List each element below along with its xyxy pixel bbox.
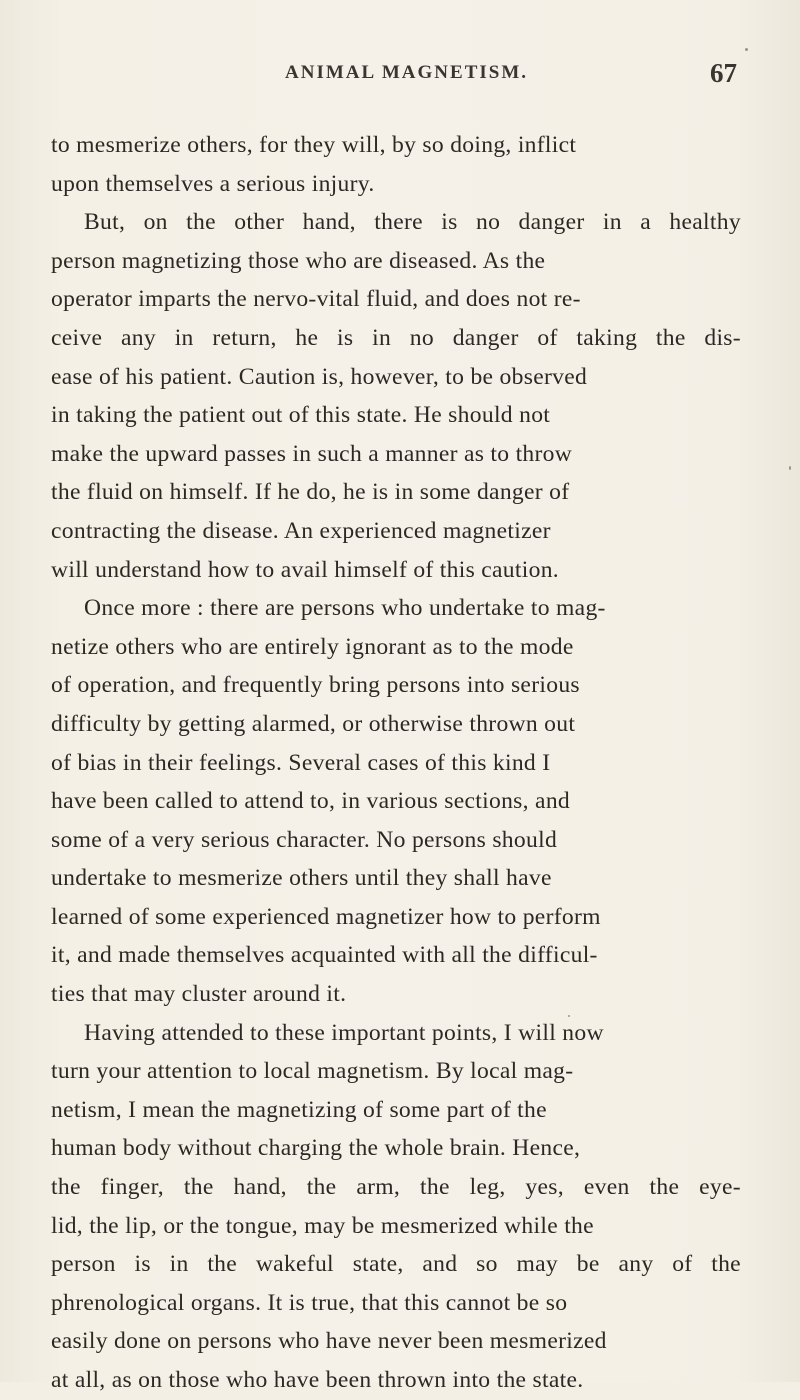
text-line: netize others who are entirely ignorant as to the mode	[51, 633, 574, 660]
text-line: easily done on persons who have never been mesmerized	[51, 1328, 607, 1355]
running-head	[0, 58, 800, 98]
text-line: ties that may cluster around it.	[51, 981, 347, 1008]
text-line: of bias in their feelings. Several cases of this kind I	[51, 749, 551, 776]
text-line: phrenological organs. It is true, that this cannot be so	[51, 1289, 568, 1316]
text-line: at all, as on those who have been thrown into the state.	[51, 1367, 584, 1393]
text-line: person is in the wakeful state, and so may be any of the	[51, 1251, 741, 1278]
text-line: turn your attention to local magnetism. By local mag-	[51, 1058, 574, 1085]
paper-speck	[745, 48, 748, 51]
running-title: ANIMAL MAGNETISM.	[285, 62, 529, 83]
text-line: Having attended to these important points, I will now	[84, 1019, 604, 1046]
text-line: learned of some experienced magnetizer how to perform	[51, 903, 601, 930]
text-line: the finger, the hand, the arm, the leg, yes, even the eye-	[51, 1174, 741, 1201]
text-line: But, on the other hand, there is no danger in a healthy	[84, 209, 741, 236]
text-line: to mesmerize others, for they will, by so doing, inflict	[51, 132, 577, 158]
text-line: upon themselves a serious injury.	[51, 170, 375, 197]
text-line: some of a very serious character. No persons should	[51, 826, 558, 853]
text-line: will understand how to avail himself of this caution.	[51, 556, 560, 583]
text-line: contracting the disease. An experienced magnetizer	[51, 517, 551, 544]
text-line: human body without charging the whole brain. Hence,	[51, 1135, 581, 1162]
text-line: ceive any in return, he is in no danger of taking the dis-	[51, 324, 741, 351]
text-line: undertake to mesmerize others until they shall have	[51, 865, 552, 892]
paper-speck	[789, 466, 791, 470]
text-line: make the upward passes in such a manner as to throw	[51, 440, 573, 467]
paper-speck	[568, 1015, 570, 1017]
text-line: lid, the lip, or the tongue, may be mesmerized while the	[51, 1212, 594, 1239]
text-line: it, and made themselves acquainted with all the difficul-	[51, 942, 598, 969]
text-line: Once more : there are persons who undertake to mag-	[84, 595, 606, 622]
text-line: person magnetizing those who are diseased. As the	[51, 247, 546, 274]
text-line: have been called to attend to, in various sections, and	[51, 788, 571, 815]
text-line: difficulty by getting alarmed, or otherwise thrown out	[51, 710, 576, 737]
text-line: the fluid on himself. If he do, he is in some danger of	[51, 479, 570, 506]
text-line: of operation, and frequently bring persons into serious	[51, 672, 580, 699]
text-line: operator imparts the nervo-vital fluid, and does not re-	[51, 286, 581, 313]
text-line: in taking the patient out of this state. He should not	[51, 402, 551, 429]
body-text	[51, 126, 741, 1400]
text-line: ease of his patient. Caution is, however, to be observed	[51, 363, 588, 390]
text-line: netism, I mean the magnetizing of some part of the	[51, 1096, 547, 1123]
page-number: 67	[710, 58, 737, 88]
